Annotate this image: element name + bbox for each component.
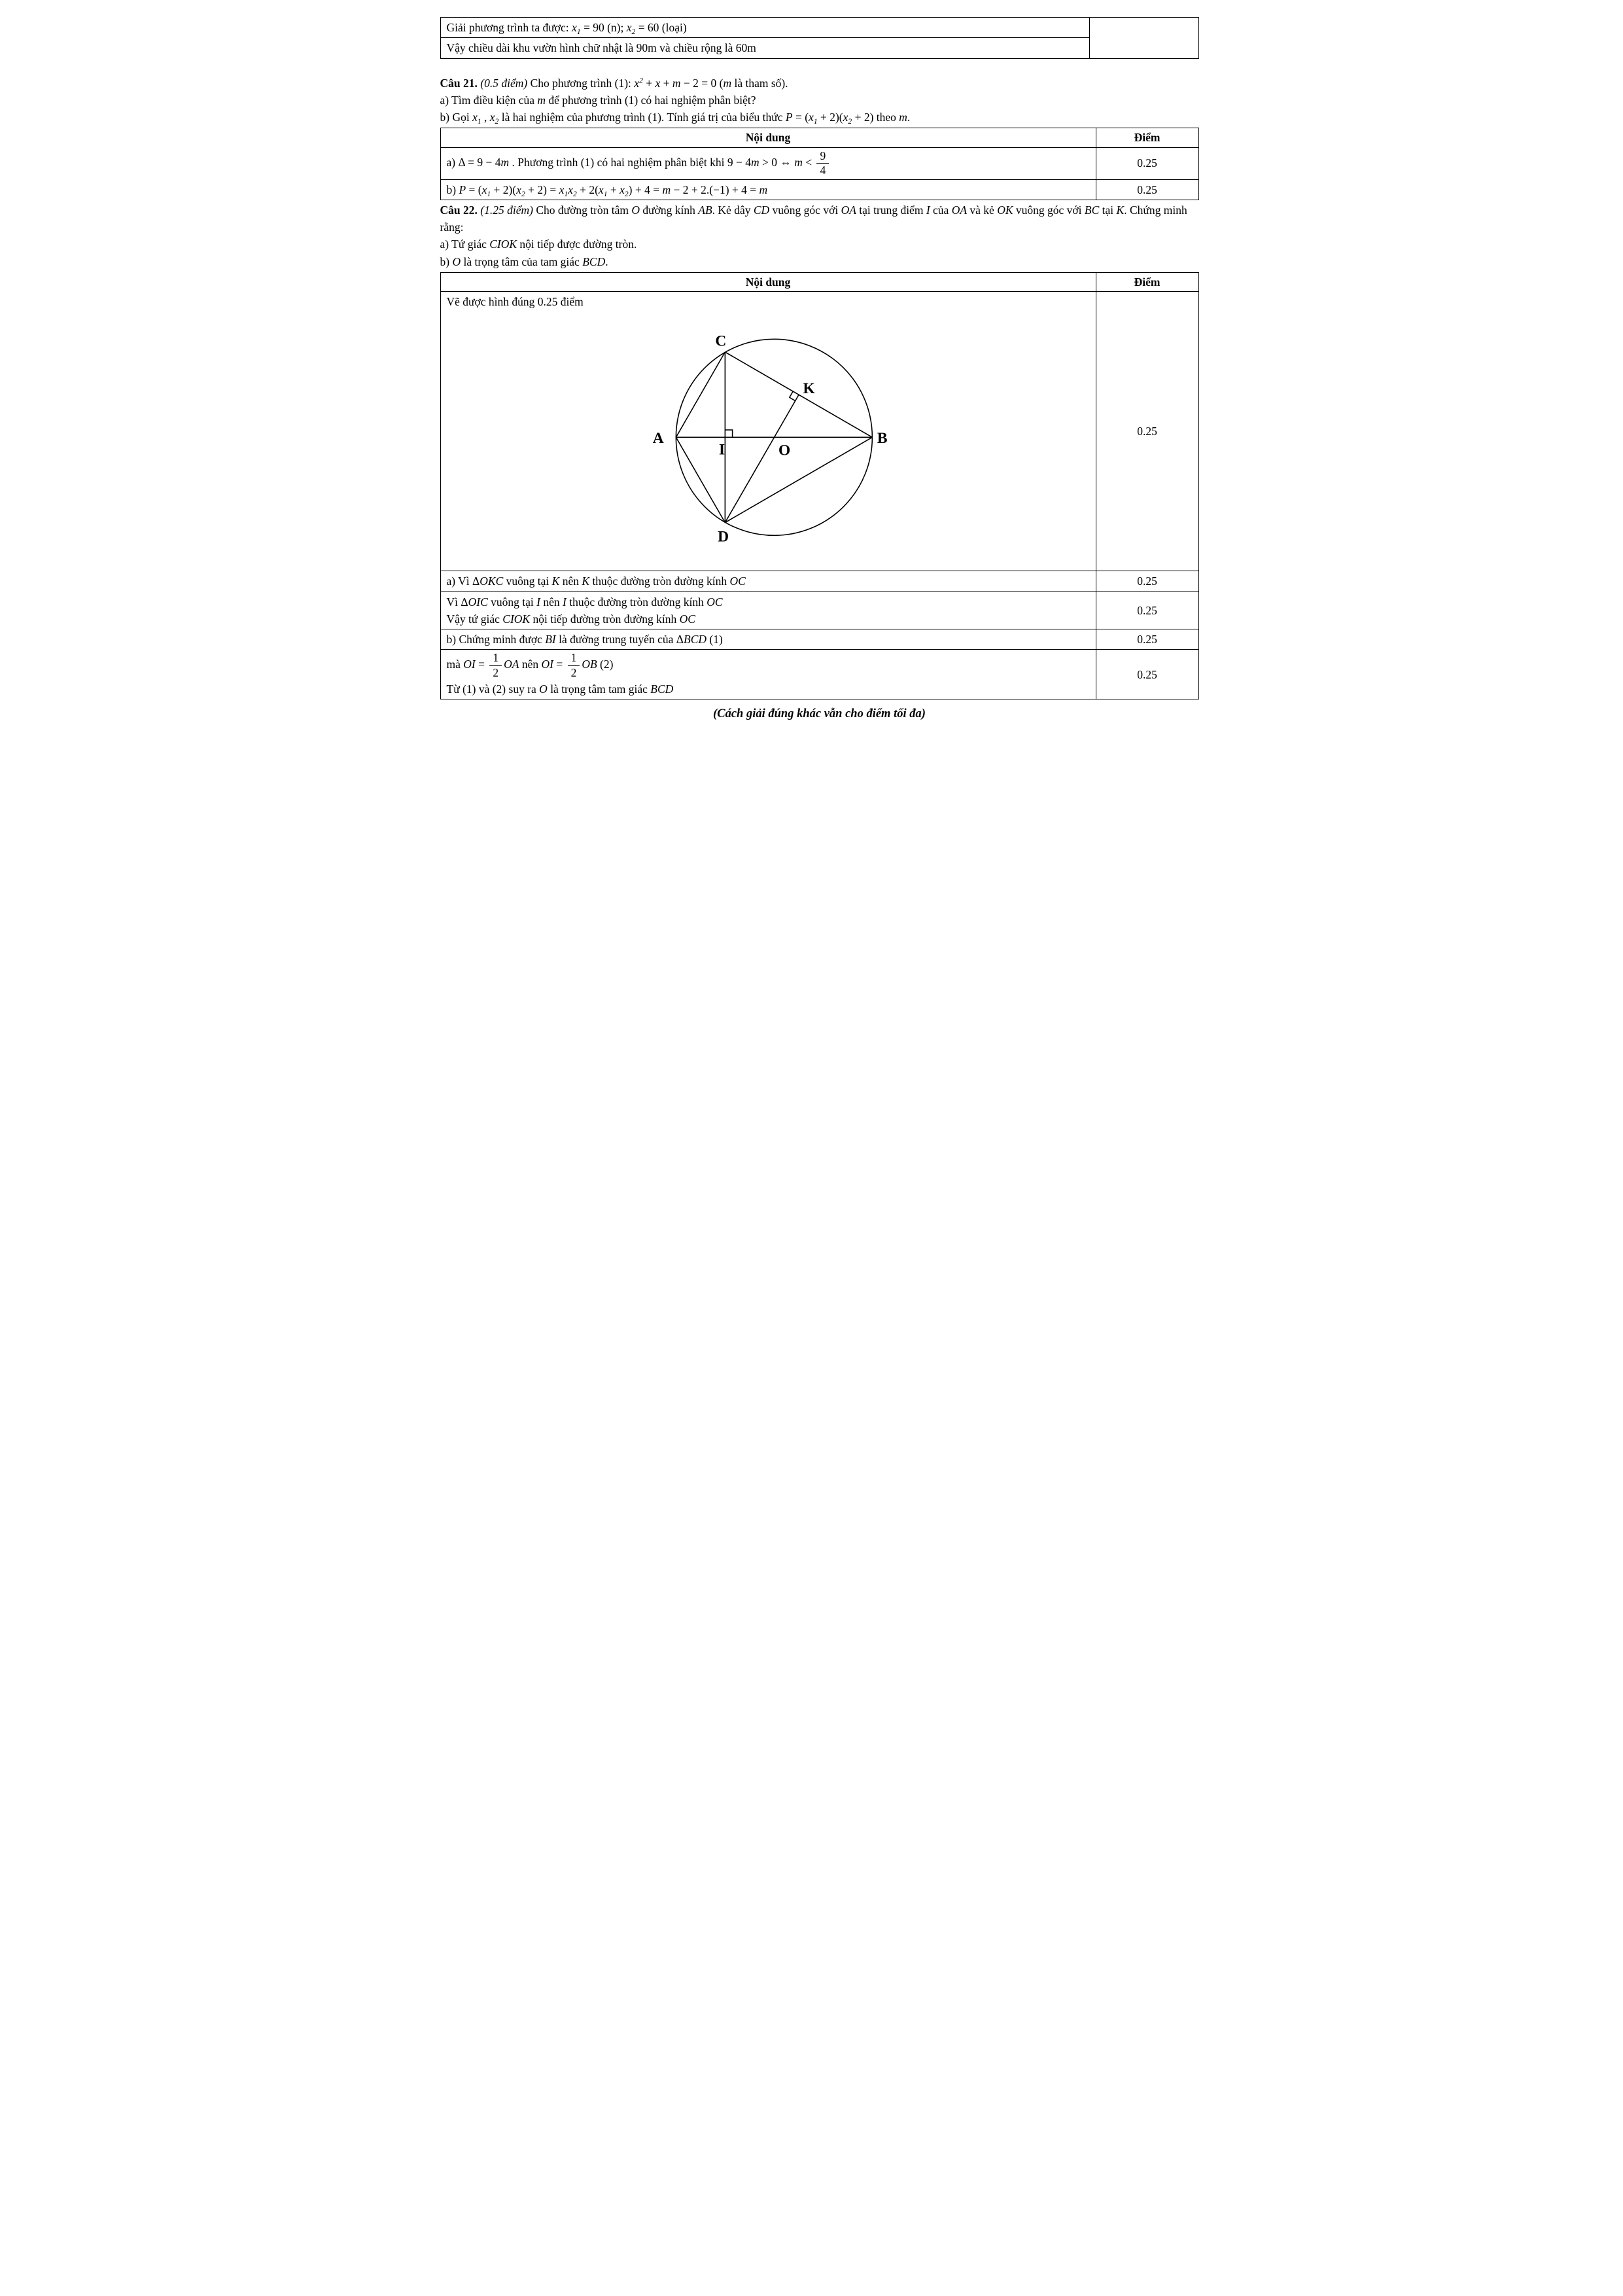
table-row [440, 650, 1198, 699]
point-label-i: I [719, 442, 725, 459]
question-22-part-b: b) O là trọng tâm của tam giác BCD. [440, 255, 608, 268]
segment-ad-line [676, 438, 725, 523]
answer-line: Vì ΔOIC vuông tại I nên I thuộc đường tròn đường kính OC [446, 595, 723, 609]
answer-22b-cell [440, 629, 1096, 650]
conclusion-cell: Vậy chiều dài khu vườn hình chữ nhật là 90m và chiều rộng là 60m [440, 38, 1089, 58]
point-label-a: A [652, 430, 664, 448]
points-21b-cell: 0.25 [1096, 179, 1198, 200]
figure-row [440, 292, 1198, 571]
answer-line: Vậy tứ giác CIOK nội tiếp đường tròn đường kính OC [446, 612, 695, 626]
points-header-cell: Điểm [1096, 272, 1198, 291]
answer-21a-cell: a) Δ = 9 − 4m . Phương trình (1) có hai nghiệm phân biệt khi 9 − 4m > 0 ⇔ m < $\frac{9}{4}$ [440, 147, 1096, 179]
segment-cb-line [725, 352, 872, 437]
answer-line: a) Vì ΔOKC vuông tại K nên K thuộc đường tròn đường kính OC [446, 574, 746, 588]
points-22b-cell: 0.25 [1096, 629, 1198, 650]
top-answer-table [440, 17, 1199, 59]
rubric-table-21 [440, 128, 1199, 200]
table-header-row [440, 128, 1198, 147]
table-row [440, 38, 1198, 58]
right-angle-mark-k [790, 392, 795, 401]
points-header-cell: Điểm [1096, 128, 1198, 147]
points-22a2-cell: 0.25 [1096, 592, 1198, 629]
answer-line: b) Chứng minh được BI là đường trung tuyến của ΔBCD (1) [446, 633, 723, 646]
point-label-o: O [778, 442, 791, 459]
answer-line: Từ (1) và (2) suy ra O là trọng tâm tam giác BCD [446, 682, 674, 696]
points-empty-cell [1089, 18, 1198, 59]
answer-22a-cell [440, 571, 1096, 592]
points-figure-cell: 0.25 [1096, 292, 1198, 571]
point-label-c: C [715, 333, 727, 351]
point-label-d: D [718, 529, 729, 546]
points-21a-cell: 0.25 [1096, 147, 1198, 179]
table-row [440, 18, 1198, 38]
points-22b2-cell: 0.25 [1096, 650, 1198, 699]
point-label-k: K [803, 380, 815, 398]
question-22-part-a: a) Tứ giác CIOK nội tiếp được đường tròn. [440, 238, 637, 251]
answer-22a2-cell [440, 592, 1096, 629]
table-row [440, 629, 1198, 650]
table-row [440, 571, 1198, 592]
answer-22b2-cell [440, 650, 1096, 699]
content-header-cell: Nội dung [440, 272, 1096, 291]
geometry-figure [572, 311, 964, 569]
figure-cell [440, 292, 1096, 571]
table-row [440, 179, 1198, 200]
rubric-table-22 [440, 272, 1199, 699]
points-22a-cell: 0.25 [1096, 571, 1198, 592]
segment-ac-line [676, 352, 725, 437]
figure-caption: Vẽ được hình đúng 0.25 điểm [446, 295, 584, 309]
table-header-row [440, 272, 1198, 291]
question-21-part-a: a) Tìm điều kiện của m để phương trình (1) có hai nghiệm phân biệt? [440, 93, 756, 107]
point-label-b: B [877, 430, 888, 448]
table-row [440, 592, 1198, 629]
content-header-cell: Nội dung [440, 128, 1096, 147]
segment-db-line [725, 438, 872, 523]
page [406, 0, 1217, 1148]
table-row [440, 147, 1198, 179]
question-21-heading: Câu 21. (0.5 điểm) Cho phương trình (1): $x^2 + x + m - 2 = 0$ (m là tham số). [440, 76, 788, 90]
right-angle-mark-i [725, 431, 732, 438]
question-21-part-b: b) Gọi $x_1$ , $x_2$ là hai nghiệm của phương trình (1). Tính giá trị của biểu thức $P = (x_1 + 2)(x_2 + 2)$ theo m. [440, 111, 911, 126]
solve-result-cell: Giải phương trình ta được: $x_1 = 90$ (n); $x_2 = 60$ (loại) [440, 18, 1089, 38]
question-22-heading: Câu 22. (1.25 điểm) Cho đường tròn tâm O đường kính AB. Kẻ dây CD vuông góc với OA tại trung điểm I của OA và kẻ OK vuông góc với BC tại K. Chứng minh rằng: [440, 203, 1187, 234]
footer-note: (Cách giải đúng khác vẫn cho điểm tối đa) [713, 707, 926, 720]
answer-21b-cell: b) $P = (x_1 + 2)(x_2 + 2) = x_1x_2 + 2(x_1 + x_2) + 4 = m - 2 + 2.(-1) + 4 = m$ [440, 179, 1096, 200]
answer-line: mà OI = $\frac{1}{2}$ OA nên OI = $\frac{1}{2}$ OB (2) [446, 651, 614, 680]
